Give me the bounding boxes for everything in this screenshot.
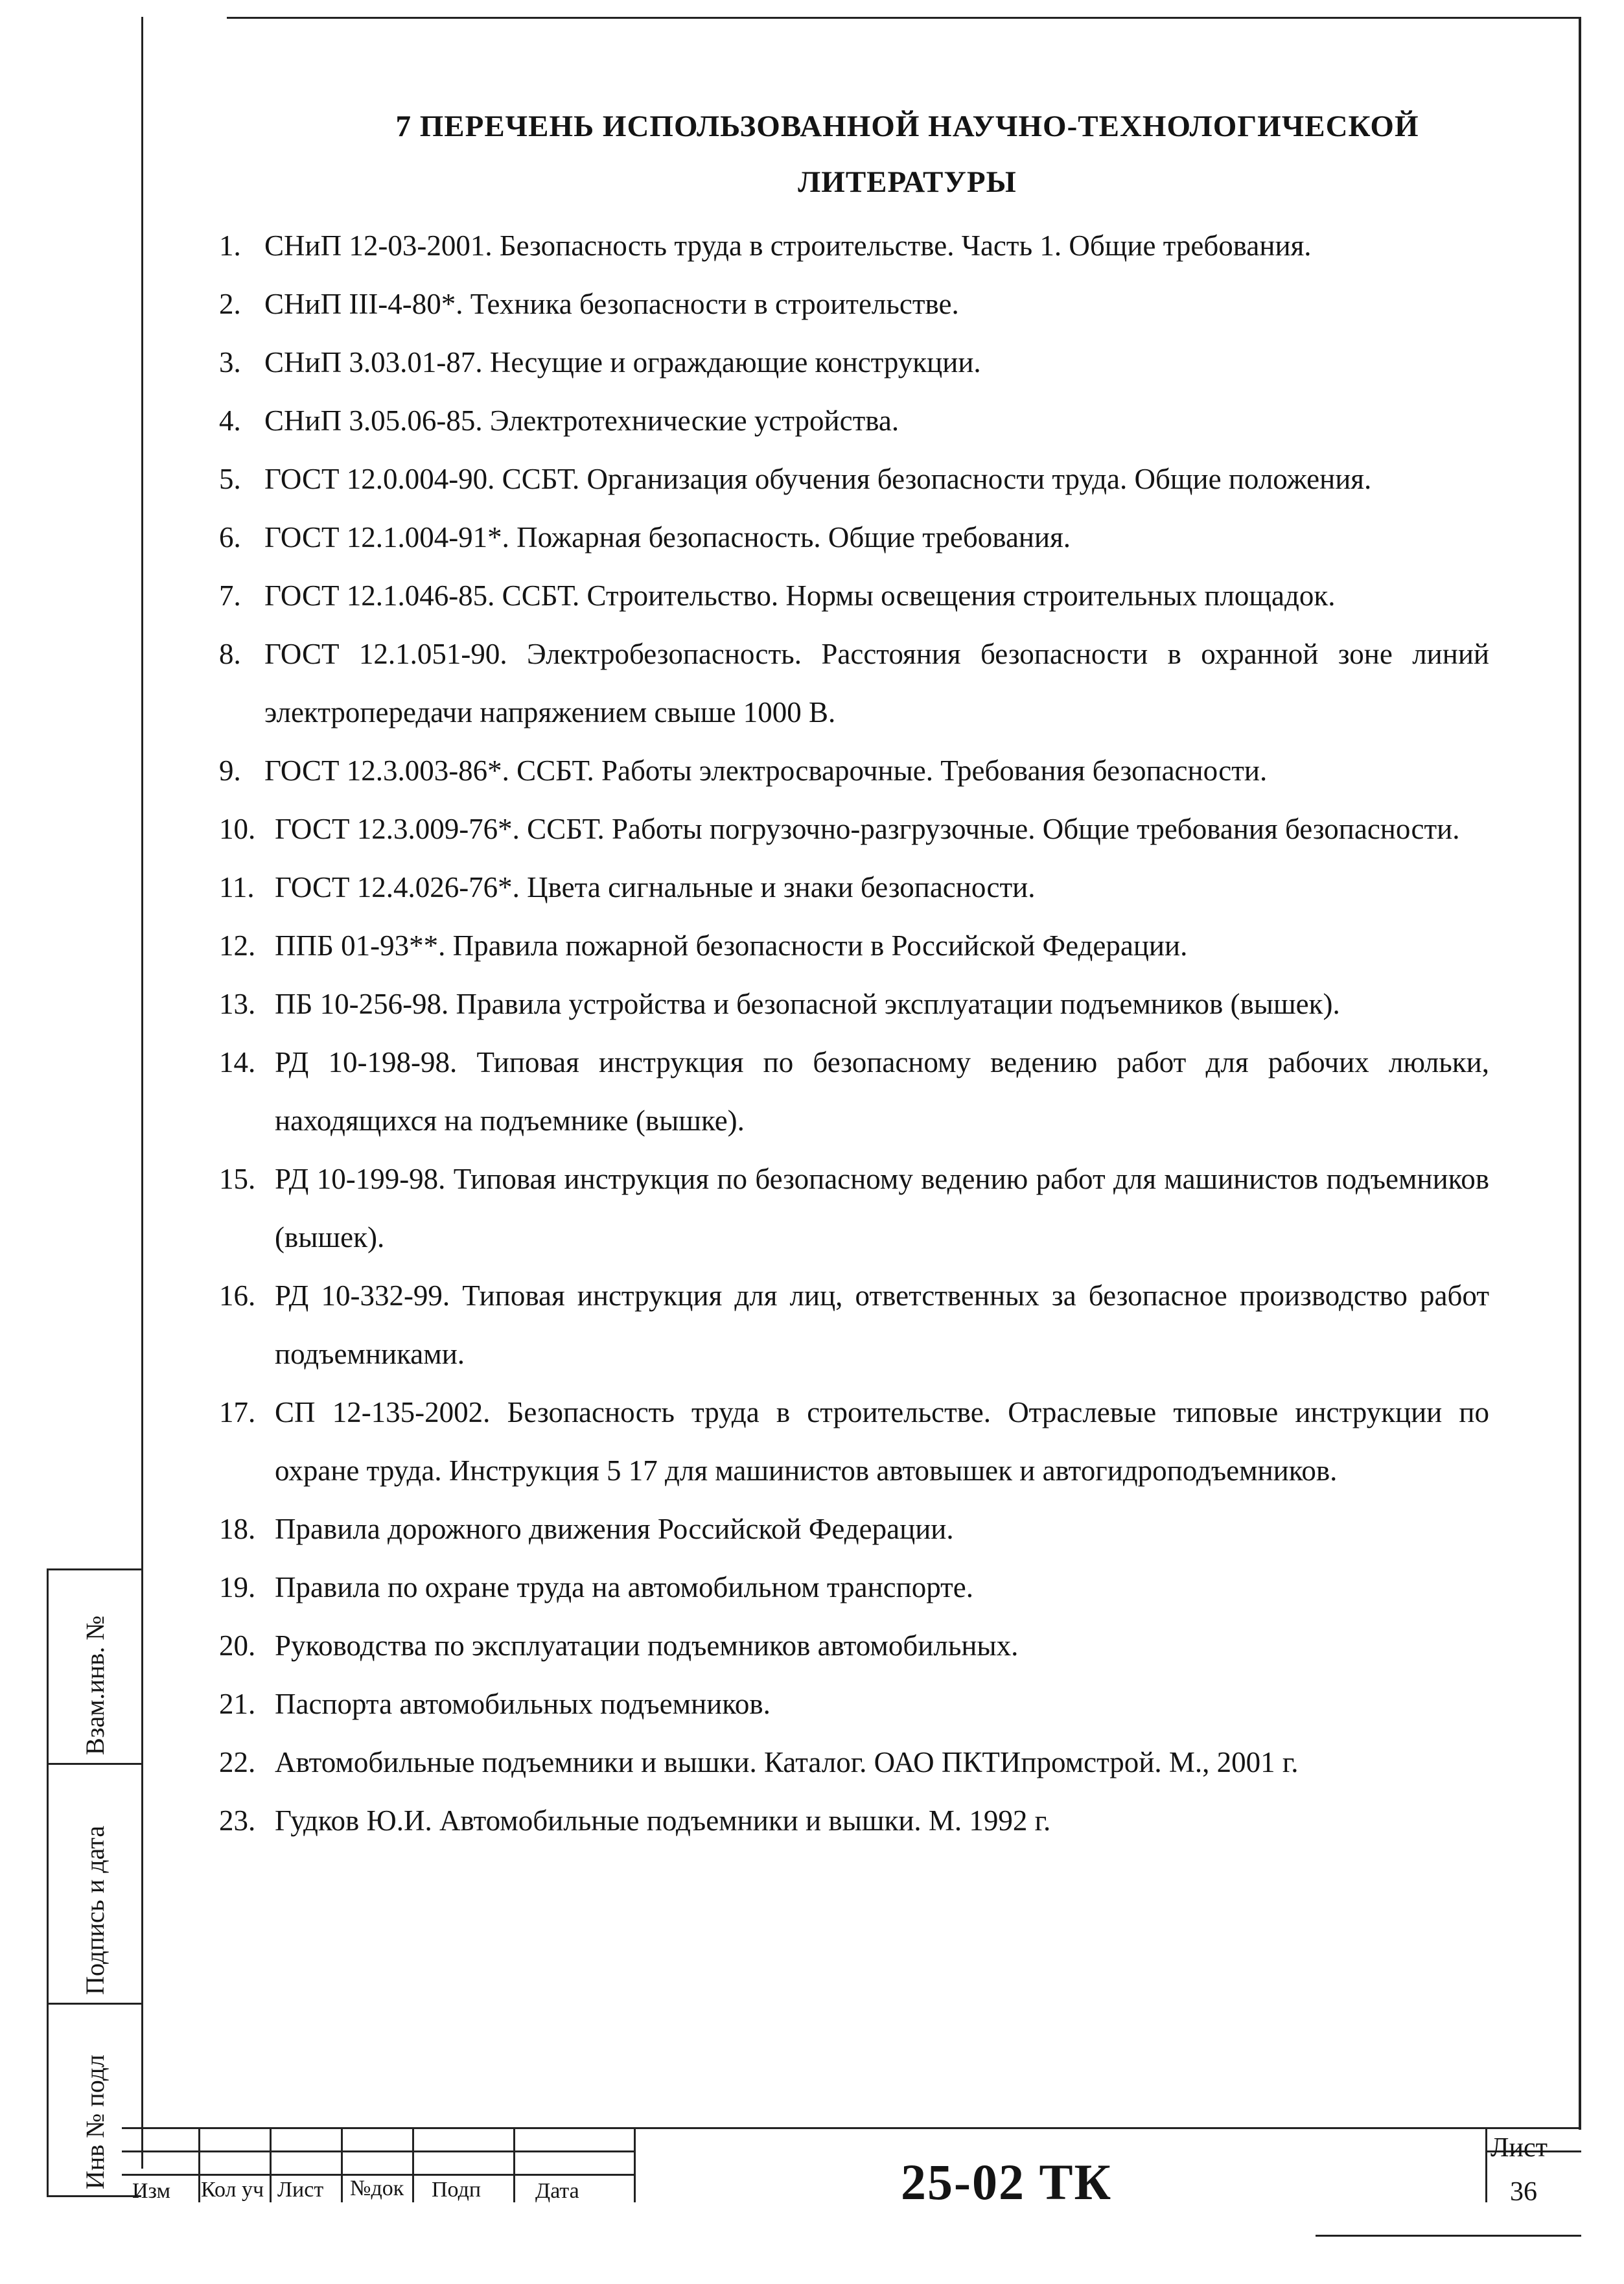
reference-text: Правила дорожного движения Российской Федерации. bbox=[275, 1513, 954, 1545]
reference-item bbox=[219, 1033, 1489, 1150]
reference-text: СНиП 12-03-2001. Безопасность труда в строительстве. Часть 1. Общие требования. bbox=[264, 229, 1312, 262]
title-block-col-line bbox=[412, 2127, 414, 2202]
reference-item bbox=[219, 391, 1489, 450]
reference-text: ГОСТ 12.1.051-90. Электробезопасность. Расстояния безопасности в охранной зоне линий электропередачи напряжением свыше 1000 В. bbox=[264, 638, 1489, 728]
reference-number: 13. bbox=[219, 988, 256, 1020]
reference-item bbox=[219, 1383, 1489, 1500]
col-list-label: Лист bbox=[277, 2178, 324, 2202]
reference-item bbox=[219, 1791, 1489, 1850]
stamp-cell-vzam bbox=[47, 1568, 141, 1763]
reference-item bbox=[219, 508, 1489, 566]
reference-number: 8. bbox=[219, 638, 241, 670]
sheet-label: Лист bbox=[1491, 2133, 1548, 2163]
title-block-col-line bbox=[1485, 2127, 1487, 2202]
col-podp-label: Подп bbox=[432, 2178, 481, 2202]
frame-bottom-line bbox=[1316, 2235, 1581, 2237]
frame-right-line bbox=[1579, 17, 1581, 2130]
reference-number: 5. bbox=[219, 463, 241, 495]
document-code: 25-02 ТК bbox=[901, 2154, 1113, 2210]
frame-top-line bbox=[227, 17, 1581, 19]
reference-number: 16. bbox=[219, 1279, 256, 1312]
reference-number: 19. bbox=[219, 1571, 256, 1603]
reference-text: РД 10-198-98. Типовая инструкция по безопасному ведению работ для рабочих люльки, находящихся на подъемнике (вышке). bbox=[275, 1046, 1489, 1137]
reference-item bbox=[219, 625, 1489, 741]
reference-text: ГОСТ 12.3.009-76*. ССБТ. Работы погрузочно-разгрузочные. Общие требования безопасности. bbox=[275, 813, 1460, 845]
col-data-label: Дата bbox=[535, 2179, 579, 2203]
reference-number: 22. bbox=[219, 1746, 256, 1778]
reference-number: 21. bbox=[219, 1688, 256, 1720]
reference-item bbox=[219, 1266, 1489, 1383]
reference-item bbox=[219, 333, 1489, 391]
reference-text: РД 10-199-98. Типовая инструкция по безопасному ведению работ для машинистов подъемников (вышек). bbox=[275, 1163, 1489, 1253]
reference-item bbox=[219, 858, 1489, 916]
reference-item bbox=[219, 1675, 1489, 1733]
reference-list bbox=[219, 216, 1489, 1850]
reference-text: СНиП 3.05.06-85. Электротехнические устройства. bbox=[264, 404, 899, 437]
reference-text: Правила по охране труда на автомобильном транспорте. bbox=[275, 1571, 974, 1603]
title-block-col-line bbox=[513, 2127, 515, 2202]
reference-text: ПБ 10-256-98. Правила устройства и безопасной эксплуатации подъемников (вышек). bbox=[275, 988, 1340, 1020]
stamp-inv-label: Инв № подл bbox=[80, 2055, 110, 2189]
reference-item bbox=[219, 275, 1489, 333]
reference-item bbox=[219, 1733, 1489, 1791]
side-stamp bbox=[47, 1568, 141, 2197]
reference-number: 11. bbox=[219, 871, 255, 903]
stamp-podpis-label: Подпись и дата bbox=[80, 1825, 110, 1995]
reference-item bbox=[219, 800, 1489, 858]
reference-number: 18. bbox=[219, 1513, 256, 1545]
reference-number: 3. bbox=[219, 346, 241, 379]
section-title-line-2: ЛИТЕРАТУРЫ bbox=[798, 165, 1017, 199]
stamp-cell-podpis bbox=[47, 1763, 141, 2003]
reference-item bbox=[219, 450, 1489, 508]
reference-item bbox=[219, 975, 1489, 1033]
title-block-col-line bbox=[341, 2127, 343, 2202]
reference-number: 10. bbox=[219, 813, 256, 845]
col-ndok-label: №док bbox=[350, 2176, 404, 2200]
reference-text: РД 10-332-99. Типовая инструкция для лиц, ответственных за безопасное производство работ подъемниками. bbox=[275, 1279, 1489, 1370]
reference-number: 17. bbox=[219, 1396, 256, 1428]
title-block-col-line bbox=[634, 2127, 636, 2202]
reference-text: Руководства по эксплуатации подъемников автомобильных. bbox=[275, 1629, 1019, 1662]
reference-text: ГОСТ 12.1.046-85. ССБТ. Строительство. Нормы освещения строительных площадок. bbox=[264, 579, 1336, 612]
reference-text: СП 12-135-2002. Безопасность труда в строительстве. Отраслевые типовые инструкции по охране труда. Инструкция 5 17 для машинистов автовышек и автогидроподъемников. bbox=[275, 1396, 1489, 1487]
title-block bbox=[122, 2127, 1581, 2202]
reference-item bbox=[219, 1500, 1489, 1558]
reference-text: Автомобильные подъемники и вышки. Каталог. ОАО ПКТИпромстрой. М., 2001 г. bbox=[275, 1746, 1299, 1778]
reference-number: 6. bbox=[219, 521, 241, 554]
reference-number: 15. bbox=[219, 1163, 256, 1195]
title-block-col-line bbox=[198, 2127, 200, 2202]
reference-text: Гудков Ю.И. Автомобильные подъемники и вышки. М. 1992 г. bbox=[275, 1804, 1051, 1837]
reference-text: ГОСТ 12.0.004-90. ССБТ. Организация обучения безопасности труда. Общие положения. bbox=[264, 463, 1372, 495]
reference-number: 2. bbox=[219, 288, 241, 320]
col-izm-label: Изм bbox=[132, 2179, 171, 2203]
section-title-line-1: 7 ПЕРЕЧЕНЬ ИСПОЛЬЗОВАННОЙ НАУЧНО-ТЕХНОЛОГИЧЕСКОЙ bbox=[395, 110, 1419, 143]
reference-text: ГОСТ 12.1.004-91*. Пожарная безопасность. Общие требования. bbox=[264, 521, 1071, 554]
title-block-col-line bbox=[270, 2127, 272, 2202]
reference-number: 4. bbox=[219, 404, 241, 437]
reference-number: 23. bbox=[219, 1804, 256, 1837]
reference-item bbox=[219, 741, 1489, 800]
reference-item bbox=[219, 216, 1489, 275]
reference-item bbox=[219, 916, 1489, 975]
reference-text: СНиП 3.03.01-87. Несущие и ограждающие конструкции. bbox=[264, 346, 981, 379]
reference-number: 7. bbox=[219, 579, 241, 612]
reference-number: 12. bbox=[219, 929, 256, 962]
reference-text: Паспорта автомобильных подъемников. bbox=[275, 1688, 771, 1720]
reference-number: 1. bbox=[219, 229, 241, 262]
reference-text: ППБ 01-93**. Правила пожарной безопасности в Российской Федерации. bbox=[275, 929, 1188, 962]
reference-number: 14. bbox=[219, 1046, 256, 1078]
reference-item bbox=[219, 1150, 1489, 1266]
reference-text: ГОСТ 12.4.026-76*. Цвета сигнальные и знаки безопасности. bbox=[275, 871, 1036, 903]
stamp-vzam-label: Взам.инв. № bbox=[80, 1615, 110, 1755]
reference-number: 9. bbox=[219, 754, 241, 787]
reference-number: 20. bbox=[219, 1629, 256, 1662]
sheet-number: 36 bbox=[1510, 2177, 1537, 2207]
reference-text: ГОСТ 12.3.003-86*. ССБТ. Работы электросварочные. Требования безопасности. bbox=[264, 754, 1268, 787]
reference-item bbox=[219, 566, 1489, 625]
reference-item bbox=[219, 1616, 1489, 1675]
reference-text: СНиП III-4-80*. Техника безопасности в строительстве. bbox=[264, 288, 959, 320]
reference-item bbox=[219, 1558, 1489, 1616]
col-kol-uch-label: Кол уч bbox=[201, 2178, 264, 2202]
frame-left-line bbox=[141, 17, 143, 2169]
